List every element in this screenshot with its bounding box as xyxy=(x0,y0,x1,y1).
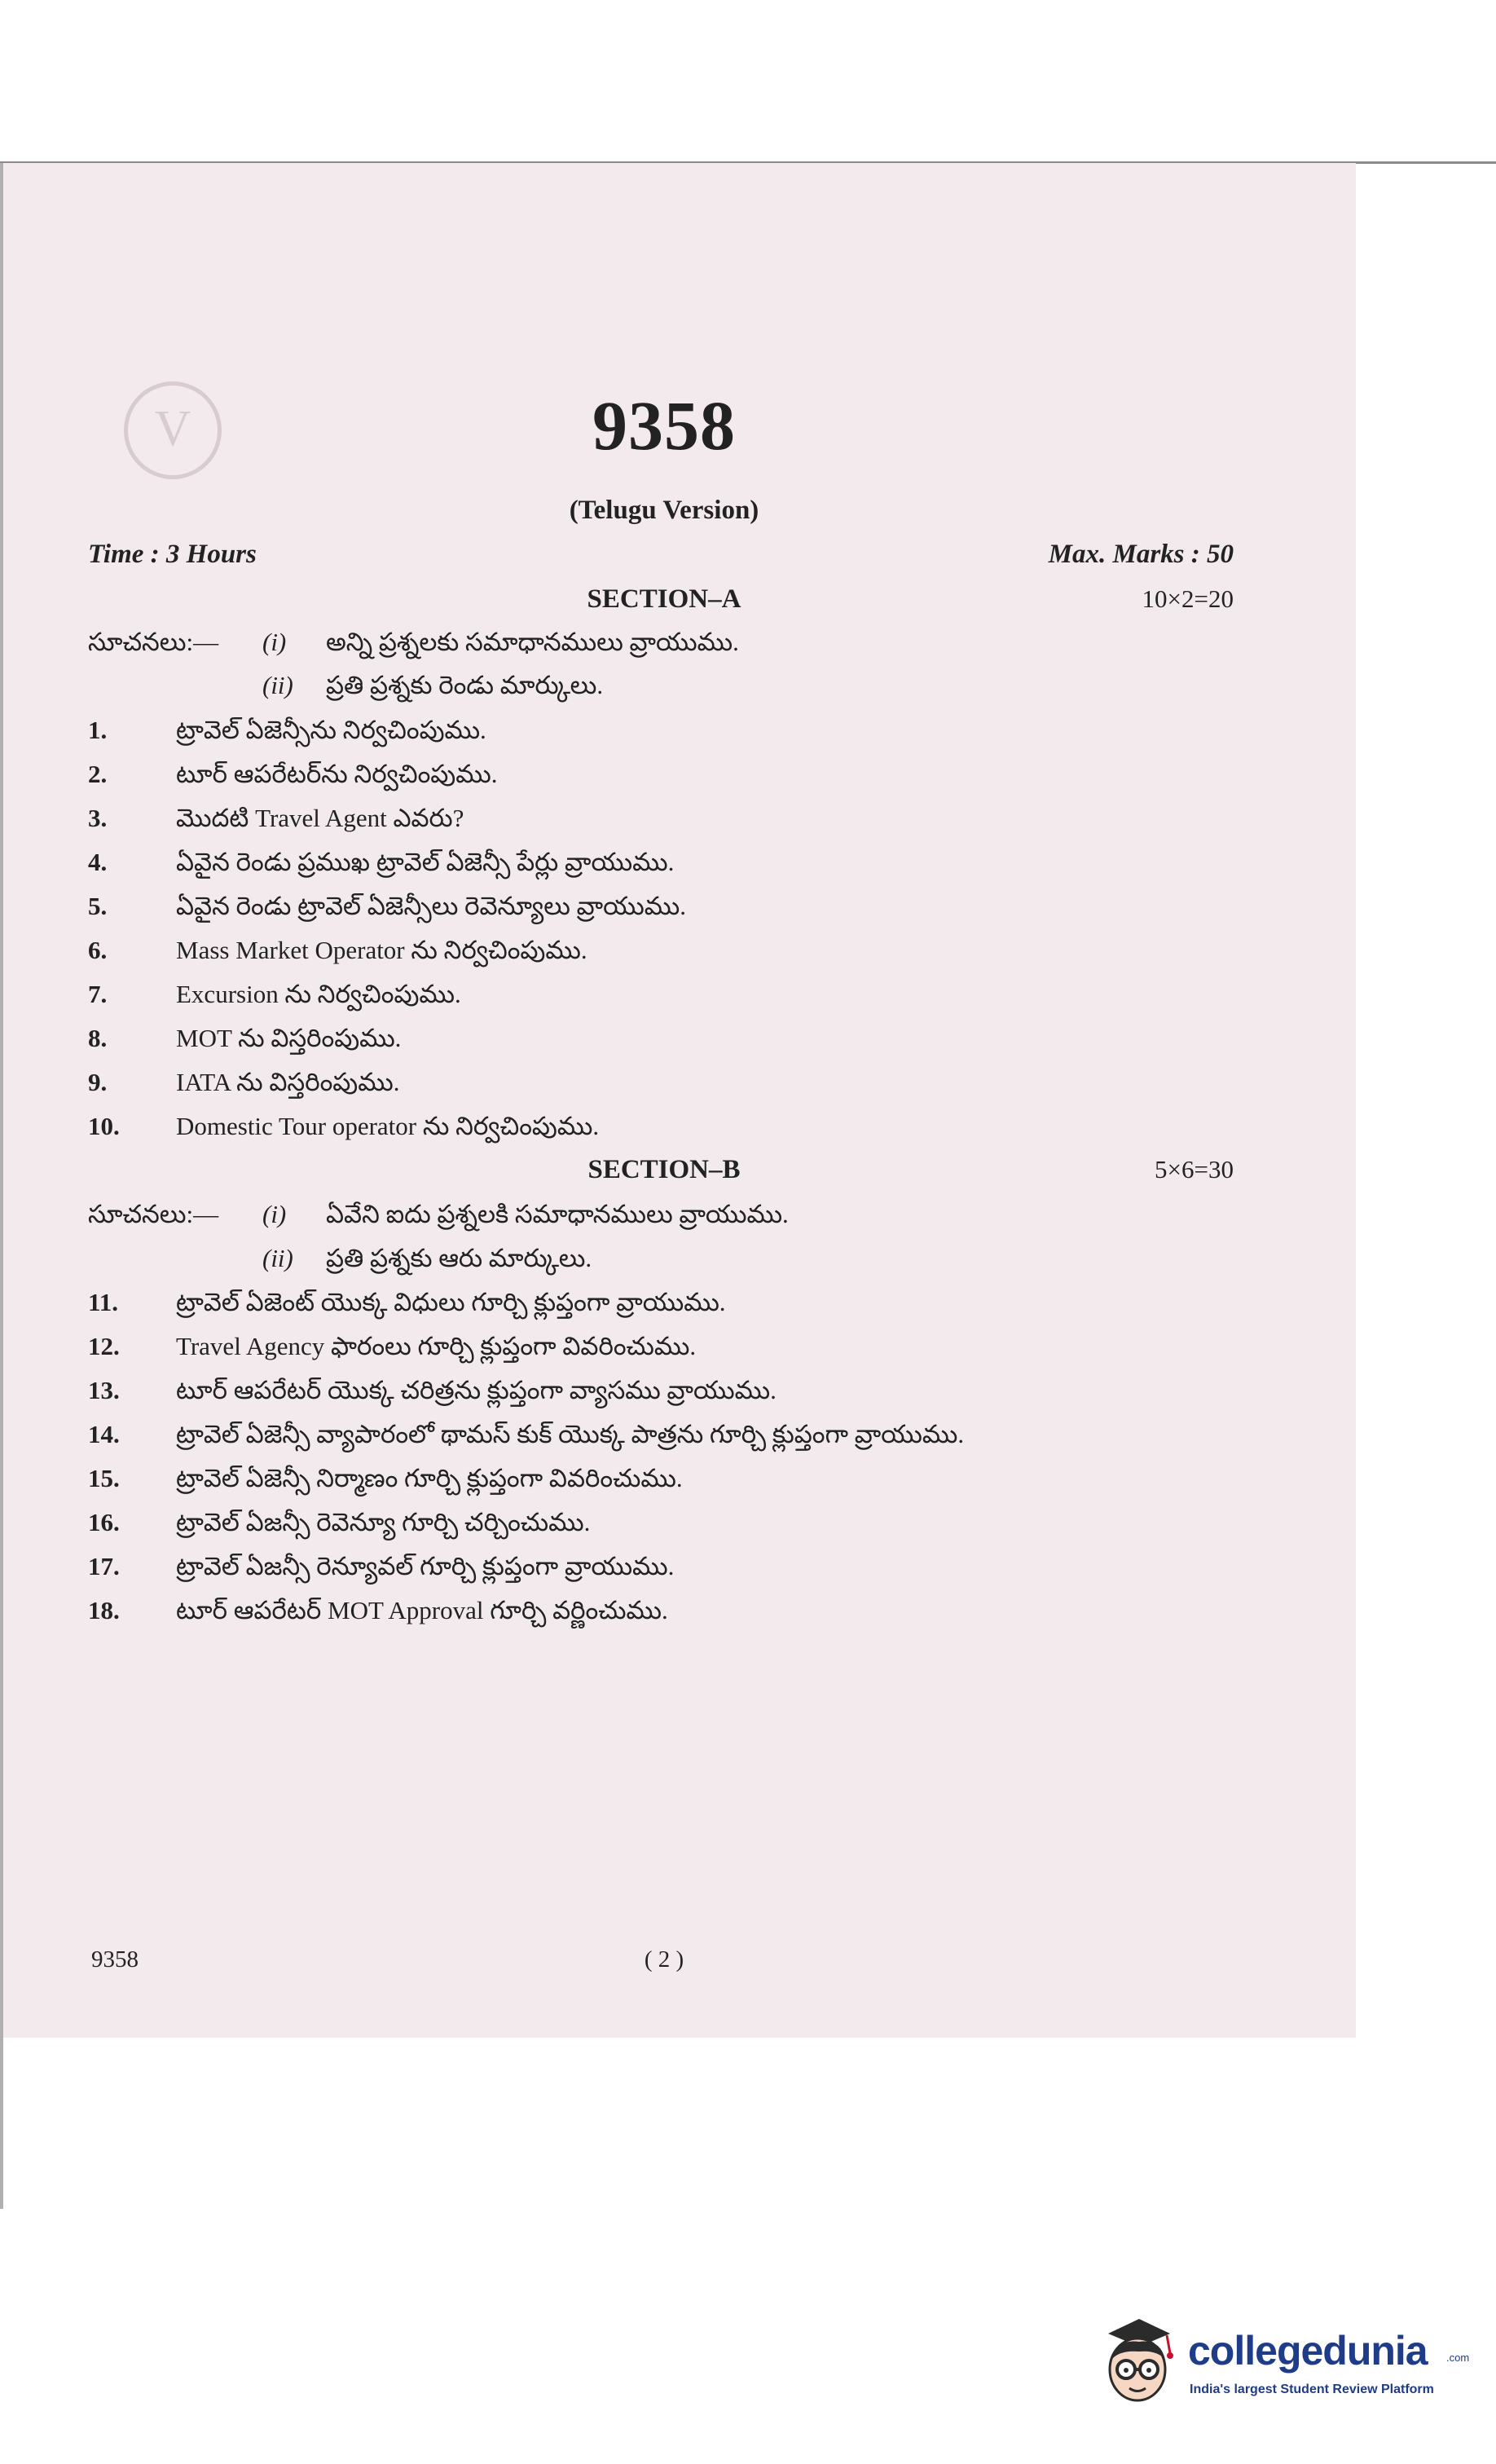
max-marks: Max. Marks : 50 xyxy=(1048,540,1234,569)
section-b-instruction-roman: (ii) xyxy=(262,1244,293,1272)
question-number: 11. xyxy=(88,1288,119,1316)
question-text: ట్రావెల్ ఏజన్సీ రెన్యూవల్ గూర్చి క్లుప్తంగా వ్రాయుము. xyxy=(176,1552,675,1580)
question-text: Travel Agency ఫారంలు గూర్చి క్లుప్తంగా వివరించుము. xyxy=(176,1332,697,1360)
question-text: Domestic Tour operator ను నిర్వచింపుము. xyxy=(176,1112,600,1140)
question-number: 5. xyxy=(88,892,108,920)
question-text: IATA ను విస్తరింపుము. xyxy=(176,1068,400,1096)
question-text: మొదటి Travel Agent ఎవరు? xyxy=(176,804,464,832)
mascot-icon xyxy=(1092,2311,1181,2417)
question-text: ట్రావెల్ ఏజెన్సీను నిర్వచింపుము. xyxy=(176,716,486,744)
section-a-instruction-roman: (i) xyxy=(262,628,287,656)
section-b-instruction-roman: (i) xyxy=(262,1200,287,1228)
question-number: 16. xyxy=(88,1508,120,1536)
question-text: ట్రావెల్ ఏజెన్సీ నిర్మాణం గూర్చి క్లుప్తంగా వివరించుము. xyxy=(176,1464,683,1492)
question-text: Mass Market Operator ను నిర్వచింపుము. xyxy=(176,936,587,964)
question-number: 2. xyxy=(88,760,108,788)
question-number: 12. xyxy=(88,1332,120,1360)
question-number: 18. xyxy=(88,1596,120,1624)
section-b-title: SECTION–B xyxy=(587,1155,741,1184)
question-text: టూర్ ఆపరేటర్ MOT Approval గూర్చి వర్ణించుము. xyxy=(176,1596,668,1624)
section-b-marks: 5×6=30 xyxy=(1155,1155,1234,1184)
question-text: ట్రావెల్ ఏజన్సీ రెవెన్యూ గూర్చి చర్చించుము. xyxy=(176,1508,591,1536)
section-a-instruction-label: సూచనలు:— xyxy=(88,628,219,656)
question-text: MOT ను విస్తరింపుము. xyxy=(176,1024,402,1052)
stamp-seal: V xyxy=(124,381,222,479)
exam-time: Time : 3 Hours xyxy=(88,540,257,569)
question-number: 8. xyxy=(88,1024,108,1052)
question-number: 7. xyxy=(88,980,108,1008)
question-number: 10. xyxy=(88,1112,120,1140)
scan-left-edge xyxy=(0,163,3,2209)
section-b-instruction-text: ఏవేని ఐదు ప్రశ్నలకి సమాధానములు వ్రాయుము. xyxy=(326,1200,789,1228)
question-number: 6. xyxy=(88,936,108,964)
question-number: 9. xyxy=(88,1068,108,1096)
question-number: 3. xyxy=(88,804,108,832)
logo-brand-name: collegedunia xyxy=(1188,2328,1428,2374)
question-number: 13. xyxy=(88,1376,120,1404)
section-a-title: SECTION–A xyxy=(587,584,741,614)
section-a-instruction-roman: (ii) xyxy=(262,671,293,699)
section-a-marks: 10×2=20 xyxy=(1142,584,1234,613)
section-a-instruction-text: ప్రతి ప్రశ్నకు రెండు మార్కులు. xyxy=(326,671,604,699)
section-a-instruction-text: అన్ని ప్రశ్నలకు సమాధానములు వ్రాయుము. xyxy=(326,628,739,656)
question-number: 4. xyxy=(88,848,108,876)
page-number: ( 2 ) xyxy=(644,1946,684,1973)
question-text: Excursion ను నిర్వచింపుము. xyxy=(176,980,461,1008)
collegedunia-logo xyxy=(1092,2311,1475,2425)
question-number: 15. xyxy=(88,1464,120,1492)
logo-tagline: India's largest Student Review Platform xyxy=(1190,2382,1434,2396)
question-text: ఏవైన రెండు ట్రావెల్ ఏజెన్సీలు రెవెన్యూలు వ్రాయుము. xyxy=(176,892,687,920)
section-b-instruction-label: సూచనలు:— xyxy=(88,1200,219,1228)
question-text: ఏవైన రెండు ప్రముఖ ట్రావెల్ ఏజెన్సీ పేర్లు వ్రాయుము. xyxy=(176,848,675,876)
question-number: 1. xyxy=(88,716,108,744)
paper-code: 9358 xyxy=(592,386,736,465)
question-text: టూర్ ఆపరేటర్ యొక్క చరిత్రను క్లుప్తంగా వ్యాసము వ్రాయుము. xyxy=(176,1376,777,1404)
question-text: ట్రావెల్ ఏజెంట్ యొక్క విధులు గూర్చి క్లుప్తంగా వ్రాయుము. xyxy=(176,1288,726,1316)
section-b-instruction-text: ప్రతి ప్రశ్నకు ఆరు మార్కులు. xyxy=(326,1244,592,1272)
question-text: టూర్ ఆపరేటర్‌ను నిర్వచింపుము. xyxy=(176,760,498,788)
logo-domain: .com xyxy=(1446,2352,1470,2364)
footer-paper-code: 9358 xyxy=(91,1946,139,1973)
question-number: 17. xyxy=(88,1552,120,1580)
paper-version: (Telugu Version) xyxy=(569,496,759,525)
question-text: ట్రావెల్ ఏజెన్సీ వ్యాపారంలో థామస్ కుక్ యొక్క పాత్రను గూర్చి క్లుప్తంగా వ్రాయుము. xyxy=(176,1420,965,1448)
question-number: 14. xyxy=(88,1420,120,1448)
